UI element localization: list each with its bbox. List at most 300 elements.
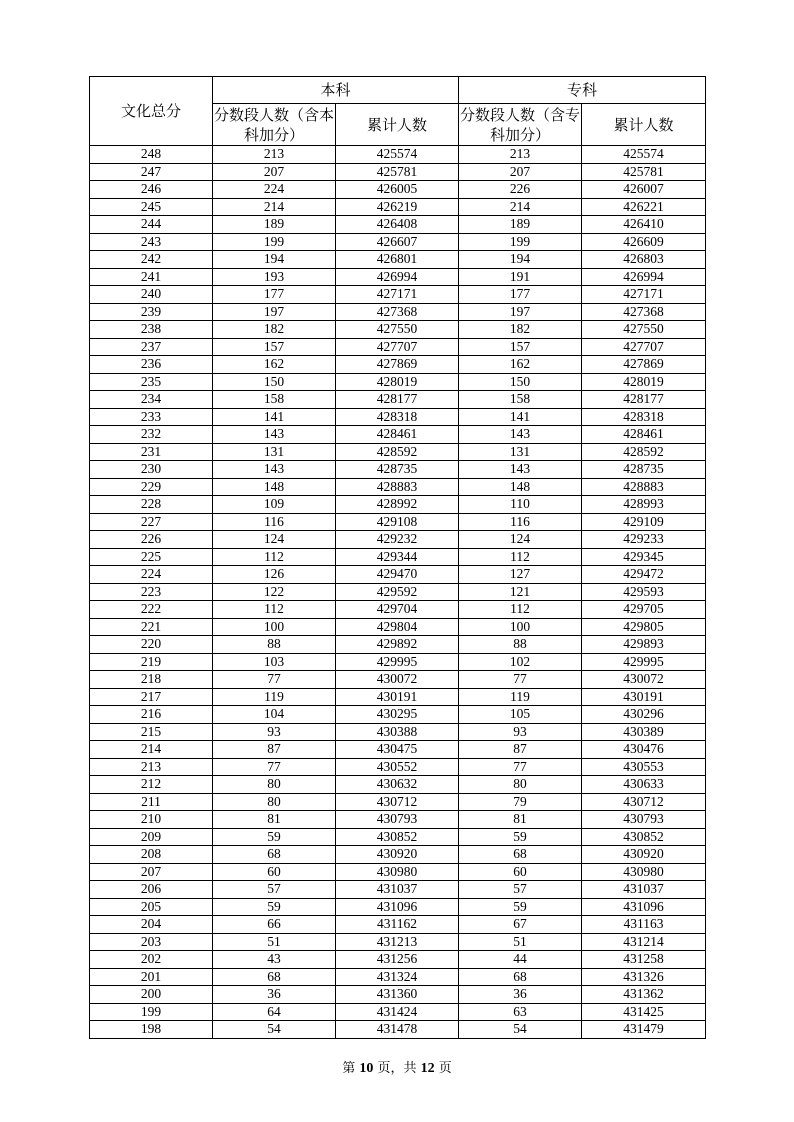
cell-zhuanke-segment: 143 <box>459 461 582 479</box>
cell-total-score: 229 <box>90 478 213 496</box>
cell-total-score: 217 <box>90 688 213 706</box>
cell-benke-segment: 119 <box>213 688 336 706</box>
cell-benke-cumulative: 427550 <box>336 321 459 339</box>
cell-zhuanke-cumulative: 431163 <box>582 916 706 934</box>
cell-total-score: 208 <box>90 846 213 864</box>
cell-zhuanke-cumulative: 429345 <box>582 548 706 566</box>
cell-zhuanke-cumulative: 430793 <box>582 811 706 829</box>
header-benke-cumulative: 累计人数 <box>336 104 459 146</box>
table-row <box>90 478 706 496</box>
cell-total-score: 221 <box>90 618 213 636</box>
cell-total-score: 247 <box>90 163 213 181</box>
cell-zhuanke-segment: 102 <box>459 653 582 671</box>
cell-zhuanke-cumulative: 429233 <box>582 531 706 549</box>
cell-zhuanke-segment: 80 <box>459 776 582 794</box>
cell-benke-cumulative: 425574 <box>336 146 459 164</box>
cell-benke-cumulative: 428735 <box>336 461 459 479</box>
table-row <box>90 1021 706 1039</box>
cell-benke-segment: 116 <box>213 513 336 531</box>
cell-zhuanke-segment: 194 <box>459 251 582 269</box>
cell-benke-cumulative: 431360 <box>336 986 459 1004</box>
cell-benke-cumulative: 429470 <box>336 566 459 584</box>
cell-benke-segment: 88 <box>213 636 336 654</box>
cell-zhuanke-segment: 68 <box>459 846 582 864</box>
cell-benke-cumulative: 431037 <box>336 881 459 899</box>
cell-zhuanke-cumulative: 425574 <box>582 146 706 164</box>
cell-total-score: 210 <box>90 811 213 829</box>
cell-total-score: 244 <box>90 216 213 234</box>
cell-benke-segment: 36 <box>213 986 336 1004</box>
cell-benke-segment: 57 <box>213 881 336 899</box>
header-benke-segment: 分数段人数（含本科加分） <box>213 105 334 144</box>
cell-zhuanke-cumulative: 427171 <box>582 286 706 304</box>
cell-benke-cumulative: 426005 <box>336 181 459 199</box>
cell-benke-segment: 66 <box>213 916 336 934</box>
score-distribution-table <box>89 76 706 1039</box>
cell-total-score: 232 <box>90 426 213 444</box>
cell-zhuanke-cumulative: 429593 <box>582 583 706 601</box>
cell-total-score: 231 <box>90 443 213 461</box>
cell-zhuanke-cumulative: 430852 <box>582 828 706 846</box>
cell-benke-cumulative: 430920 <box>336 846 459 864</box>
cell-benke-segment: 143 <box>213 426 336 444</box>
cell-total-score: 223 <box>90 583 213 601</box>
cell-zhuanke-segment: 177 <box>459 286 582 304</box>
cell-benke-cumulative: 429704 <box>336 601 459 619</box>
cell-benke-segment: 112 <box>213 601 336 619</box>
footer-page-number: 10 <box>359 1061 374 1076</box>
cell-zhuanke-cumulative: 431362 <box>582 986 706 1004</box>
cell-benke-cumulative: 428019 <box>336 373 459 391</box>
cell-zhuanke-segment: 207 <box>459 163 582 181</box>
table-row <box>90 338 706 356</box>
cell-benke-segment: 150 <box>213 373 336 391</box>
cell-total-score: 222 <box>90 601 213 619</box>
cell-zhuanke-segment: 105 <box>459 706 582 724</box>
table-row <box>90 303 706 321</box>
cell-total-score: 198 <box>90 1021 213 1039</box>
cell-total-score: 203 <box>90 933 213 951</box>
cell-benke-cumulative: 427171 <box>336 286 459 304</box>
table-row <box>90 531 706 549</box>
cell-benke-cumulative: 427368 <box>336 303 459 321</box>
cell-zhuanke-cumulative: 425781 <box>582 163 706 181</box>
cell-zhuanke-segment: 59 <box>459 898 582 916</box>
cell-zhuanke-cumulative: 426221 <box>582 198 706 216</box>
cell-zhuanke-segment: 77 <box>459 671 582 689</box>
cell-total-score: 237 <box>90 338 213 356</box>
cell-benke-cumulative: 429592 <box>336 583 459 601</box>
cell-benke-cumulative: 430191 <box>336 688 459 706</box>
table-row <box>90 723 706 741</box>
table-row <box>90 846 706 864</box>
table-row <box>90 863 706 881</box>
cell-zhuanke-cumulative: 430476 <box>582 741 706 759</box>
table-row <box>90 898 706 916</box>
cell-zhuanke-segment: 121 <box>459 583 582 601</box>
cell-zhuanke-segment: 63 <box>459 1003 582 1021</box>
cell-benke-cumulative: 429892 <box>336 636 459 654</box>
table-row <box>90 163 706 181</box>
cell-total-score: 213 <box>90 758 213 776</box>
cell-zhuanke-segment: 119 <box>459 688 582 706</box>
cell-benke-segment: 109 <box>213 496 336 514</box>
cell-zhuanke-segment: 59 <box>459 828 582 846</box>
cell-zhuanke-segment: 148 <box>459 478 582 496</box>
cell-benke-cumulative: 430072 <box>336 671 459 689</box>
table-row <box>90 636 706 654</box>
cell-benke-cumulative: 428461 <box>336 426 459 444</box>
header-zhuanke-segment: 分数段人数（含专科加分） <box>460 105 581 144</box>
cell-total-score: 239 <box>90 303 213 321</box>
cell-benke-segment: 100 <box>213 618 336 636</box>
cell-benke-cumulative: 426607 <box>336 233 459 251</box>
cell-zhuanke-segment: 79 <box>459 793 582 811</box>
cell-benke-cumulative: 430552 <box>336 758 459 776</box>
cell-zhuanke-segment: 81 <box>459 811 582 829</box>
cell-total-score: 220 <box>90 636 213 654</box>
cell-total-score: 209 <box>90 828 213 846</box>
cell-total-score: 228 <box>90 496 213 514</box>
cell-zhuanke-cumulative: 426803 <box>582 251 706 269</box>
cell-zhuanke-cumulative: 430712 <box>582 793 706 811</box>
cell-zhuanke-cumulative: 430072 <box>582 671 706 689</box>
table-row <box>90 601 706 619</box>
cell-zhuanke-cumulative: 428883 <box>582 478 706 496</box>
cell-zhuanke-cumulative: 426609 <box>582 233 706 251</box>
cell-zhuanke-segment: 60 <box>459 863 582 881</box>
table-row <box>90 1003 706 1021</box>
cell-zhuanke-cumulative: 427869 <box>582 356 706 374</box>
cell-zhuanke-segment: 68 <box>459 968 582 986</box>
cell-total-score: 214 <box>90 741 213 759</box>
cell-benke-segment: 182 <box>213 321 336 339</box>
cell-benke-segment: 197 <box>213 303 336 321</box>
cell-benke-cumulative: 430295 <box>336 706 459 724</box>
cell-zhuanke-segment: 150 <box>459 373 582 391</box>
cell-zhuanke-cumulative: 430553 <box>582 758 706 776</box>
cell-total-score: 225 <box>90 548 213 566</box>
cell-zhuanke-segment: 131 <box>459 443 582 461</box>
cell-benke-segment: 158 <box>213 391 336 409</box>
cell-benke-segment: 224 <box>213 181 336 199</box>
cell-benke-segment: 68 <box>213 846 336 864</box>
cell-total-score: 243 <box>90 233 213 251</box>
cell-zhuanke-segment: 197 <box>459 303 582 321</box>
cell-zhuanke-cumulative: 431258 <box>582 951 706 969</box>
cell-total-score: 207 <box>90 863 213 881</box>
table-row <box>90 828 706 846</box>
cell-benke-cumulative: 431256 <box>336 951 459 969</box>
cell-zhuanke-cumulative: 430191 <box>582 688 706 706</box>
footer-suffix: 页 <box>438 1061 452 1076</box>
cell-zhuanke-cumulative: 431326 <box>582 968 706 986</box>
cell-benke-cumulative: 431324 <box>336 968 459 986</box>
cell-zhuanke-cumulative: 431037 <box>582 881 706 899</box>
cell-total-score: 238 <box>90 321 213 339</box>
table-row <box>90 268 706 286</box>
cell-total-score: 246 <box>90 181 213 199</box>
cell-zhuanke-segment: 54 <box>459 1021 582 1039</box>
cell-zhuanke-cumulative: 429472 <box>582 566 706 584</box>
cell-zhuanke-cumulative: 426410 <box>582 216 706 234</box>
cell-benke-cumulative: 428318 <box>336 408 459 426</box>
cell-benke-cumulative: 430712 <box>336 793 459 811</box>
cell-benke-segment: 207 <box>213 163 336 181</box>
footer-prefix: 第 <box>342 1061 356 1076</box>
table-row <box>90 793 706 811</box>
cell-zhuanke-segment: 87 <box>459 741 582 759</box>
table-row <box>90 741 706 759</box>
cell-zhuanke-segment: 226 <box>459 181 582 199</box>
cell-benke-cumulative: 428177 <box>336 391 459 409</box>
cell-benke-segment: 122 <box>213 583 336 601</box>
table-body <box>90 146 706 1039</box>
cell-zhuanke-cumulative: 427550 <box>582 321 706 339</box>
cell-zhuanke-cumulative: 429995 <box>582 653 706 671</box>
cell-benke-segment: 148 <box>213 478 336 496</box>
cell-total-score: 200 <box>90 986 213 1004</box>
cell-benke-segment: 162 <box>213 356 336 374</box>
header-group-benke: 本科 <box>213 77 459 104</box>
table-row <box>90 548 706 566</box>
cell-total-score: 241 <box>90 268 213 286</box>
cell-benke-segment: 43 <box>213 951 336 969</box>
table-row <box>90 356 706 374</box>
cell-total-score: 206 <box>90 881 213 899</box>
cell-zhuanke-segment: 143 <box>459 426 582 444</box>
table-row <box>90 618 706 636</box>
cell-total-score: 233 <box>90 408 213 426</box>
cell-zhuanke-cumulative: 430920 <box>582 846 706 864</box>
cell-benke-cumulative: 431478 <box>336 1021 459 1039</box>
cell-benke-segment: 51 <box>213 933 336 951</box>
cell-benke-cumulative: 427707 <box>336 338 459 356</box>
table-row <box>90 933 706 951</box>
cell-zhuanke-segment: 51 <box>459 933 582 951</box>
cell-benke-cumulative: 429108 <box>336 513 459 531</box>
cell-total-score: 240 <box>90 286 213 304</box>
cell-zhuanke-segment: 213 <box>459 146 582 164</box>
cell-total-score: 201 <box>90 968 213 986</box>
cell-benke-segment: 59 <box>213 898 336 916</box>
cell-benke-segment: 141 <box>213 408 336 426</box>
cell-benke-segment: 93 <box>213 723 336 741</box>
table-row <box>90 566 706 584</box>
table-row <box>90 776 706 794</box>
cell-benke-segment: 80 <box>213 793 336 811</box>
table-row <box>90 811 706 829</box>
cell-benke-cumulative: 428992 <box>336 496 459 514</box>
cell-zhuanke-segment: 127 <box>459 566 582 584</box>
table-row <box>90 916 706 934</box>
cell-benke-segment: 124 <box>213 531 336 549</box>
cell-benke-segment: 77 <box>213 671 336 689</box>
cell-zhuanke-cumulative: 427707 <box>582 338 706 356</box>
cell-benke-segment: 199 <box>213 233 336 251</box>
table-row <box>90 653 706 671</box>
cell-zhuanke-cumulative: 431479 <box>582 1021 706 1039</box>
table-row <box>90 583 706 601</box>
cell-benke-segment: 126 <box>213 566 336 584</box>
cell-benke-cumulative: 426408 <box>336 216 459 234</box>
table-row <box>90 986 706 1004</box>
header-group-zhuanke: 专科 <box>459 77 706 104</box>
cell-benke-segment: 194 <box>213 251 336 269</box>
cell-zhuanke-cumulative: 428592 <box>582 443 706 461</box>
cell-benke-cumulative: 428883 <box>336 478 459 496</box>
cell-zhuanke-cumulative: 431214 <box>582 933 706 951</box>
table-row <box>90 496 706 514</box>
cell-benke-segment: 64 <box>213 1003 336 1021</box>
table-row <box>90 513 706 531</box>
cell-total-score: 245 <box>90 198 213 216</box>
table-row <box>90 391 706 409</box>
cell-zhuanke-cumulative: 428735 <box>582 461 706 479</box>
cell-benke-segment: 87 <box>213 741 336 759</box>
page-footer <box>0 1057 794 1077</box>
cell-benke-segment: 189 <box>213 216 336 234</box>
table-row <box>90 321 706 339</box>
cell-zhuanke-segment: 214 <box>459 198 582 216</box>
cell-benke-cumulative: 427869 <box>336 356 459 374</box>
cell-total-score: 202 <box>90 951 213 969</box>
table-row <box>90 233 706 251</box>
cell-zhuanke-cumulative: 431425 <box>582 1003 706 1021</box>
cell-benke-segment: 112 <box>213 548 336 566</box>
cell-total-score: 230 <box>90 461 213 479</box>
cell-benke-cumulative: 430632 <box>336 776 459 794</box>
cell-total-score: 242 <box>90 251 213 269</box>
cell-total-score: 234 <box>90 391 213 409</box>
cell-benke-cumulative: 431424 <box>336 1003 459 1021</box>
cell-benke-cumulative: 425781 <box>336 163 459 181</box>
cell-total-score: 236 <box>90 356 213 374</box>
cell-benke-segment: 131 <box>213 443 336 461</box>
table-row <box>90 181 706 199</box>
cell-benke-segment: 157 <box>213 338 336 356</box>
header-zhuanke-cumulative: 累计人数 <box>582 104 706 146</box>
cell-benke-segment: 54 <box>213 1021 336 1039</box>
cell-benke-cumulative: 431162 <box>336 916 459 934</box>
cell-zhuanke-segment: 67 <box>459 916 582 934</box>
cell-benke-segment: 193 <box>213 268 336 286</box>
cell-benke-cumulative: 431096 <box>336 898 459 916</box>
cell-zhuanke-cumulative: 426994 <box>582 268 706 286</box>
cell-benke-cumulative: 426994 <box>336 268 459 286</box>
cell-zhuanke-segment: 44 <box>459 951 582 969</box>
cell-benke-cumulative: 430475 <box>336 741 459 759</box>
cell-benke-segment: 177 <box>213 286 336 304</box>
cell-benke-segment: 103 <box>213 653 336 671</box>
cell-zhuanke-segment: 112 <box>459 548 582 566</box>
cell-zhuanke-segment: 112 <box>459 601 582 619</box>
table-row <box>90 968 706 986</box>
cell-benke-segment: 77 <box>213 758 336 776</box>
cell-benke-cumulative: 426801 <box>336 251 459 269</box>
cell-total-score: 215 <box>90 723 213 741</box>
cell-total-score: 211 <box>90 793 213 811</box>
cell-zhuanke-segment: 77 <box>459 758 582 776</box>
cell-zhuanke-cumulative: 428318 <box>582 408 706 426</box>
cell-benke-cumulative: 430852 <box>336 828 459 846</box>
cell-zhuanke-segment: 191 <box>459 268 582 286</box>
cell-zhuanke-cumulative: 428177 <box>582 391 706 409</box>
cell-benke-segment: 60 <box>213 863 336 881</box>
cell-zhuanke-cumulative: 428461 <box>582 426 706 444</box>
footer-total-pages: 12 <box>420 1061 435 1076</box>
table-row <box>90 443 706 461</box>
cell-zhuanke-cumulative: 429705 <box>582 601 706 619</box>
cell-zhuanke-cumulative: 428993 <box>582 496 706 514</box>
cell-zhuanke-segment: 36 <box>459 986 582 1004</box>
cell-zhuanke-segment: 57 <box>459 881 582 899</box>
cell-total-score: 212 <box>90 776 213 794</box>
cell-benke-cumulative: 429232 <box>336 531 459 549</box>
table-row <box>90 688 706 706</box>
table-row <box>90 216 706 234</box>
cell-zhuanke-segment: 88 <box>459 636 582 654</box>
cell-benke-cumulative: 430980 <box>336 863 459 881</box>
cell-total-score: 216 <box>90 706 213 724</box>
header-total-score: 文化总分 <box>90 77 213 146</box>
table-row <box>90 146 706 164</box>
cell-benke-segment: 104 <box>213 706 336 724</box>
cell-total-score: 224 <box>90 566 213 584</box>
table-row <box>90 426 706 444</box>
cell-benke-segment: 143 <box>213 461 336 479</box>
cell-zhuanke-cumulative: 430389 <box>582 723 706 741</box>
table-row <box>90 706 706 724</box>
cell-total-score: 227 <box>90 513 213 531</box>
cell-zhuanke-segment: 158 <box>459 391 582 409</box>
cell-total-score: 235 <box>90 373 213 391</box>
cell-benke-cumulative: 429995 <box>336 653 459 671</box>
cell-benke-cumulative: 430793 <box>336 811 459 829</box>
cell-zhuanke-segment: 182 <box>459 321 582 339</box>
table-row <box>90 408 706 426</box>
cell-benke-cumulative: 429804 <box>336 618 459 636</box>
cell-total-score: 218 <box>90 671 213 689</box>
cell-zhuanke-segment: 93 <box>459 723 582 741</box>
cell-zhuanke-cumulative: 431096 <box>582 898 706 916</box>
table-row <box>90 881 706 899</box>
cell-zhuanke-segment: 110 <box>459 496 582 514</box>
cell-benke-cumulative: 429344 <box>336 548 459 566</box>
cell-zhuanke-segment: 189 <box>459 216 582 234</box>
cell-benke-cumulative: 430388 <box>336 723 459 741</box>
cell-zhuanke-segment: 141 <box>459 408 582 426</box>
footer-middle: 页，共 <box>377 1061 417 1076</box>
cell-benke-segment: 214 <box>213 198 336 216</box>
table-row <box>90 951 706 969</box>
cell-benke-cumulative: 426219 <box>336 198 459 216</box>
table-row <box>90 251 706 269</box>
cell-zhuanke-segment: 124 <box>459 531 582 549</box>
cell-zhuanke-cumulative: 429893 <box>582 636 706 654</box>
cell-zhuanke-cumulative: 429805 <box>582 618 706 636</box>
cell-total-score: 205 <box>90 898 213 916</box>
table-row <box>90 461 706 479</box>
cell-zhuanke-segment: 116 <box>459 513 582 531</box>
cell-zhuanke-segment: 157 <box>459 338 582 356</box>
table-row <box>90 373 706 391</box>
cell-zhuanke-cumulative: 429109 <box>582 513 706 531</box>
cell-zhuanke-segment: 100 <box>459 618 582 636</box>
cell-benke-cumulative: 431213 <box>336 933 459 951</box>
cell-zhuanke-cumulative: 427368 <box>582 303 706 321</box>
cell-benke-segment: 68 <box>213 968 336 986</box>
